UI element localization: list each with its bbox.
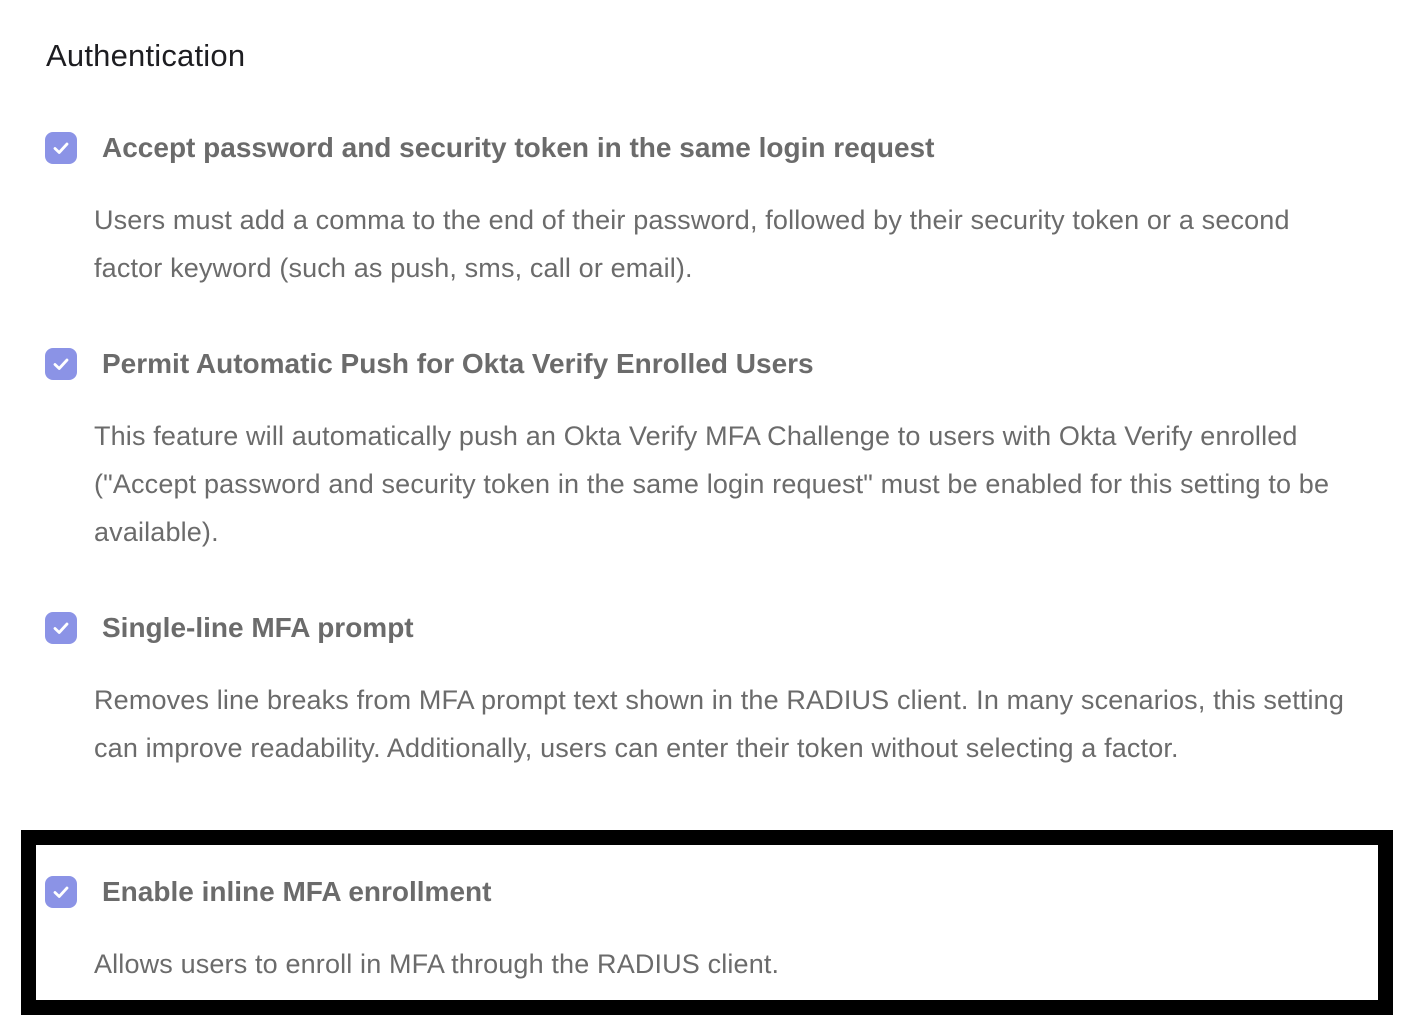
option-label[interactable]: Accept password and security token in the same login request <box>102 132 935 163</box>
checkbox-accept-password-token[interactable] <box>45 132 77 164</box>
check-icon <box>51 354 71 374</box>
option-description: Users must add a comma to the end of their password, followed by their security token or a second factor keyword (such as push, sms, call or email). <box>94 205 1290 283</box>
option-label[interactable]: Enable inline MFA enrollment <box>102 876 492 907</box>
checkbox-automatic-push[interactable] <box>45 348 77 380</box>
check-icon <box>51 618 71 638</box>
checkbox-single-line-mfa[interactable] <box>45 612 77 644</box>
option-description: Allows users to enroll in MFA through the RADIUS client. <box>94 949 780 979</box>
option-description: This feature will automatically push an Okta Verify MFA Challenge to users with Okta Verify enrolled ("Accept password and security token in the same login request" must be enabled for this setting to be available). <box>94 421 1330 547</box>
option-label[interactable]: Single-line MFA prompt <box>102 612 414 643</box>
option-label[interactable]: Permit Automatic Push for Okta Verify Enrolled Users <box>102 348 814 379</box>
section-title: Authentication <box>46 38 246 73</box>
checkbox-inline-mfa-enrollment[interactable] <box>45 876 77 908</box>
check-icon <box>51 138 71 158</box>
check-icon <box>51 882 71 902</box>
option-description: Removes line breaks from MFA prompt text shown in the RADIUS client. In many scenarios, this setting can improve readability. Additionally, users can enter their token without selecting a factor. <box>94 685 1344 763</box>
